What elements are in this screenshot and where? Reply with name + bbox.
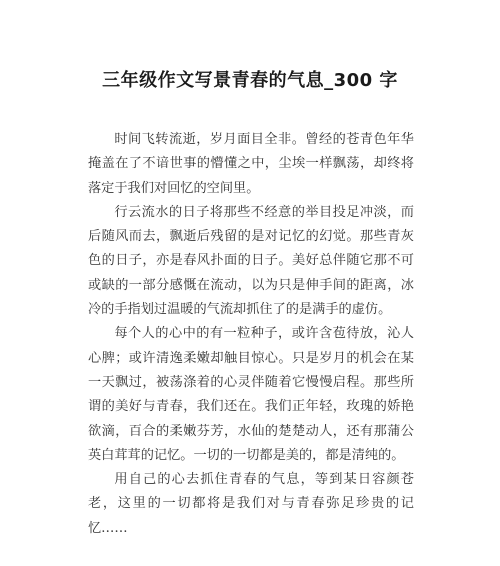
document-body bbox=[88, 128, 414, 541]
paragraph-4: 用自己的心去抓住青春的气息，等到某日容颜苍老，这里的一切都将是我们对与青春弥足珍贵的记忆…… bbox=[88, 472, 414, 536]
paragraph-1: 时间飞转流逝，岁月面目全非。曾经的苍青色年华掩盖在了不谙世事的懵懂之中，尘埃一样飘荡，却终将落定于我们对回忆的空间里。 bbox=[88, 132, 414, 196]
document-title: 三年级作文写景青春的气息_300 字 bbox=[102, 70, 398, 91]
paragraph-3: 每个人的心中的有一粒种子，或许含苞待放，沁人心脾；或许清逸柔嫩却触目惊心。只是岁月的机会在某一天飘过，被荡涤着的心灵伴随着它慢慢启程。那些所谓的美好与青春，我们还在。我们正年轻，玫瑰的娇艳欲滴，百合的柔嫩芬芳，水仙的楚楚动人，还有那蒲公英白茸茸的记忆。一切的一切都是美的，都是清纯的。 bbox=[88, 326, 414, 463]
paragraph-2: 行云流水的日子将那些不经意的举目投足冲淡，而后随风而去，飘逝后残留的是对记忆的幻觉。那些青灰色的日子，亦是春风扑面的日子。美好总伴随它那不可或缺的一部分感慨在流动，以为只是伸手间的距离，冰冷的手指划过温暖的气流却抓住了的是满手的虚仿。 bbox=[88, 204, 414, 318]
